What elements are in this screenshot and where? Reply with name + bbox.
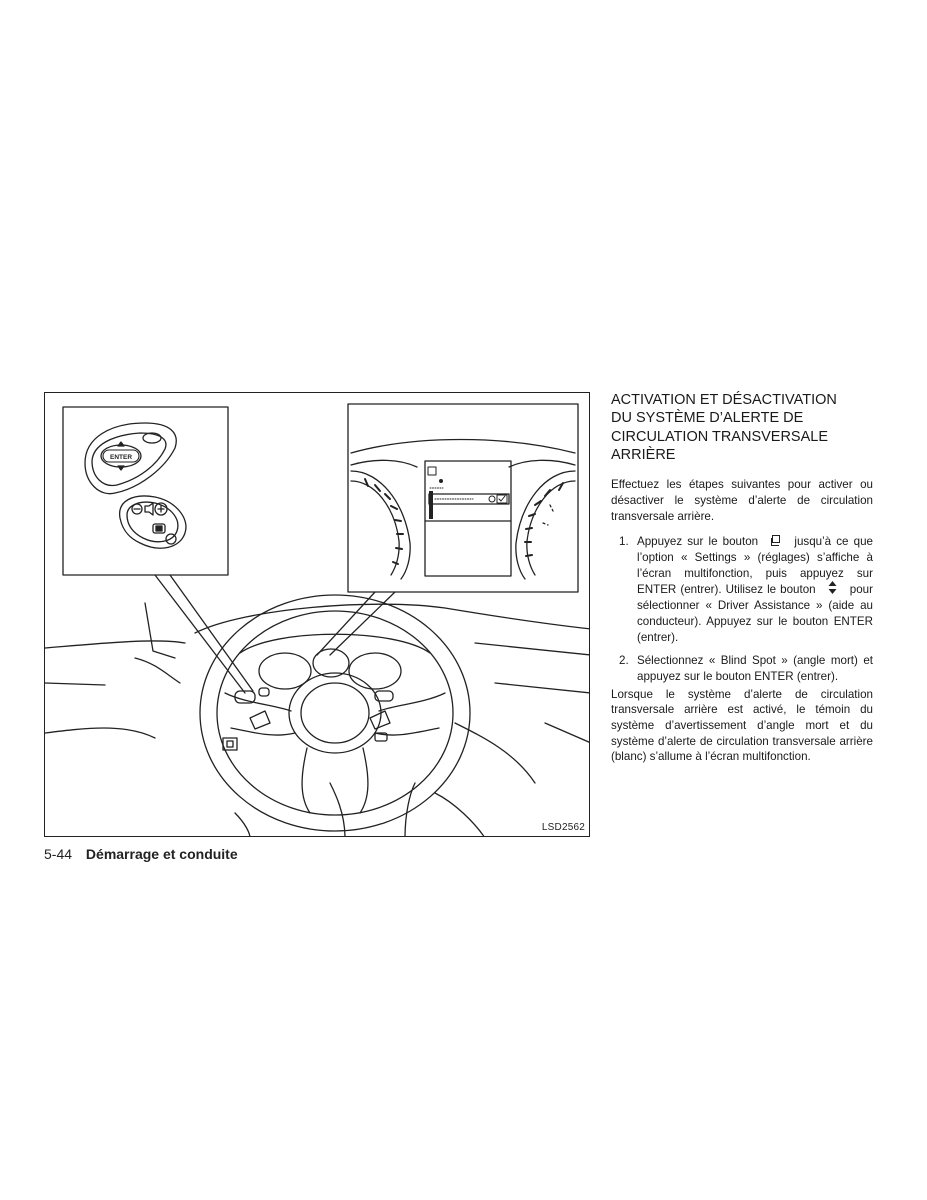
heading-line: DU SYSTÈME D’ALERTE DE — [611, 410, 804, 427]
display-menu-icon — [763, 534, 789, 550]
steps-list — [611, 534, 873, 684]
chapter-title: Démarrage et conduite — [85, 846, 238, 862]
figure-code: LSD2562 — [541, 822, 585, 833]
heading-line: ARRIÈRE — [611, 446, 676, 463]
illustration-frame — [44, 392, 590, 837]
step-2 — [611, 653, 873, 684]
text-column — [611, 391, 873, 765]
step-1-text-a: Appuyez sur le bouton — [637, 535, 759, 549]
conclusion-paragraph: Lorsque le système d’alerte de circulation transversale arrière est activé, le témoin du système d’avertissement d’angle mort et du système d’alerte de circulation transversale arrière (blanc) s’allume à l’écran multifonction. — [611, 687, 873, 764]
heading-line: CIRCULATION TRANSVERSALE — [611, 428, 829, 445]
step-1-text-b: jusqu’à ce que l’option « Settings » (réglages) s’affiche à l’écran multifonction, puis appuyez sur ENTER (entrer). Utilisez le bouton — [637, 535, 873, 597]
heading-line: ACTIVATION ET DÉSACTIVATION — [611, 392, 837, 408]
page-number: 5-44 — [44, 846, 73, 862]
section-heading — [611, 391, 873, 464]
enter-button-label: ENTER — [109, 454, 133, 461]
step-number: 2. — [619, 654, 629, 668]
up-down-arrow-icon — [820, 581, 846, 598]
step-1 — [611, 534, 873, 645]
steering-wheel-illustration — [45, 393, 590, 837]
page-footer — [44, 846, 238, 862]
intro-paragraph: Effectuez les étapes suivantes pour activer ou désactiver le système d’alerte de circulation transversale arrière. — [611, 478, 873, 523]
step-1-text-c: pour sélectionner « Driver Assistance » (aide au conducteur). Appuyez sur le bouton ENTER (entrer). — [637, 583, 873, 644]
step-2-text: Sélectionnez « Blind Spot » (angle mort) et appuyez sur le bouton ENTER (entrer). — [637, 654, 873, 683]
step-number: 1. — [619, 535, 629, 549]
